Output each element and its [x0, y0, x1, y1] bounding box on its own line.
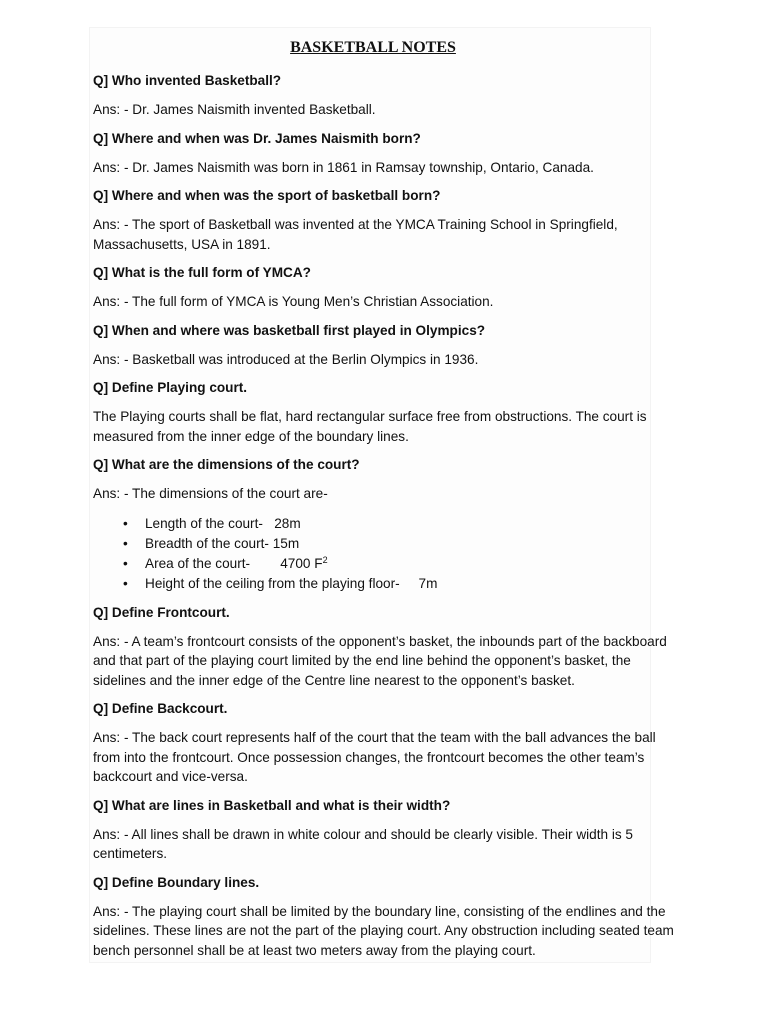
court-dimensions-list [93, 514, 683, 594]
question: Q] What are lines in Basketball and what is their width? [93, 797, 451, 813]
question: Q] What is the full form of YMCA? [93, 265, 311, 280]
bullet-icon: • [123, 555, 128, 571]
question: Q] Define Boundary lines. [93, 874, 260, 890]
bullet-icon: • [123, 515, 128, 531]
answer: Ans: - The dimensions of the court are- [93, 486, 328, 501]
question: Q] Define Backcourt. [93, 701, 228, 716]
answer: The Playing courts shall be flat, hard rectangular surface free from obstructions. The court is measured from the inner edge of the boundary lines. [93, 409, 647, 444]
list-item [93, 554, 683, 574]
question: Q] Define Frontcourt. [93, 604, 230, 620]
question: Q] Where and when was the sport of basketball born? [93, 188, 441, 203]
list-item-label: Height of the ceiling from the playing floor- 7m [145, 575, 438, 591]
document-content [93, 38, 683, 969]
answer: Ans: - The playing court shall be limited by the boundary line, consisting of the endlines and the sidelines. These lines are not the part of the playing court. Any obstruction including seated team bench personnel shall be at least two meters away from the playing court. [93, 903, 674, 958]
list-item-label: Breadth of the court- 15m [145, 535, 300, 551]
answer: Ans: - All lines shall be drawn in white colour and should be clearly visible. Their width is 5 centimeters. [93, 826, 633, 861]
question: Q] Who invented Basketball? [93, 73, 282, 88]
superscript: 2 [322, 554, 328, 565]
answer: Ans: - The full form of YMCA is Young Men’s Christian Association. [93, 294, 494, 309]
question: Q] Define Playing court. [93, 380, 248, 395]
answer: Ans: - The sport of Basketball was invented at the YMCA Training School in Springfield, Massachusetts, USA in 1891. [93, 217, 618, 252]
answer: Ans: - Dr. James Naismith was born in 1861 in Ramsay township, Ontario, Canada. [93, 159, 594, 175]
document-title: BASKETBALL NOTES [290, 39, 456, 56]
list-item [93, 514, 683, 534]
list-item-label: Area of the court- 4700 F [145, 555, 323, 571]
answer: Ans: - Dr. James Naismith invented Basketball. [93, 102, 376, 117]
answer: Ans: - The back court represents half of the court that the team with the ball advances the ball from into the frontcourt. Once possession changes, the frontcourt becomes the other team’s backcourt and vice-versa. [93, 730, 656, 784]
question: Q] When and where was basketball first played in Olympics? [93, 322, 486, 338]
question: Q] Where and when was Dr. James Naismith born? [93, 130, 421, 146]
list-item [93, 534, 683, 554]
list-item [93, 574, 683, 594]
list-item-label: Length of the court- 28m [145, 515, 301, 531]
answer: Ans: - A team’s frontcourt consists of the opponent’s basket, the inbounds part of the backboard and that part of the playing court limited by the end line behind the opponent’s basket, the sidelines and the inner edge of the Centre line nearest to the opponent’s basket. [93, 633, 667, 688]
answer: Ans: - Basketball was introduced at the Berlin Olympics in 1936. [93, 351, 479, 367]
bullet-icon: • [123, 575, 128, 591]
question: Q] What are the dimensions of the court? [93, 457, 360, 472]
bullet-icon: • [123, 535, 128, 551]
